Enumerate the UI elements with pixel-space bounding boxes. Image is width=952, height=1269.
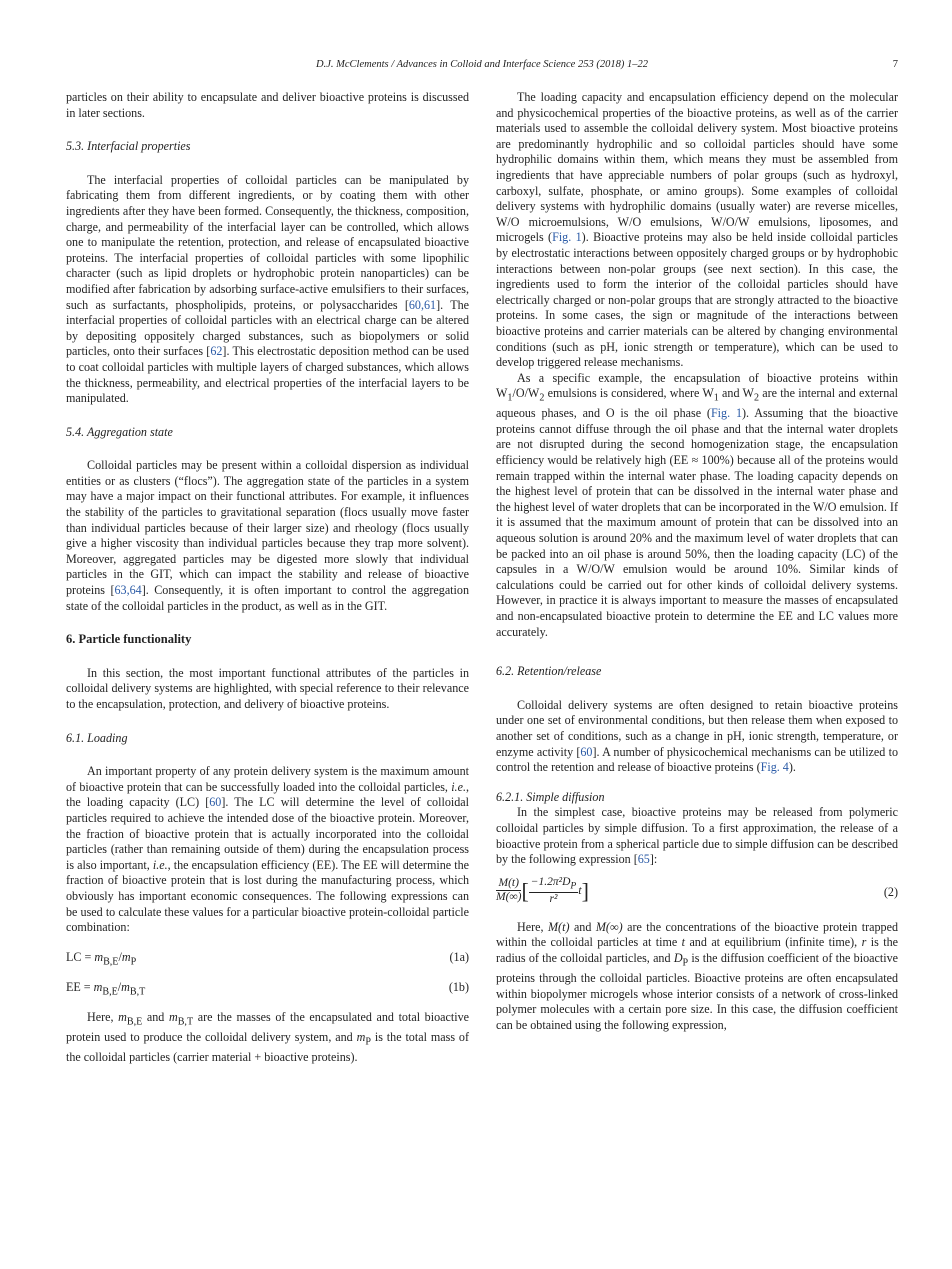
heading-5-3: 5.3. Interfacial properties	[66, 139, 191, 154]
heading-6-2: 6.2. Retention/release	[496, 664, 602, 679]
running-title: D.J. McClements / Advances in Colloid and Interface Science 253 (2018) 1–22	[316, 59, 648, 70]
fraction: $\frac{M(t)}{M(\infty)}$	[496, 877, 522, 904]
equation-number: (2)	[883, 884, 898, 899]
heading-6-1: 6.1. Loading	[66, 730, 128, 745]
paragraph-interfacial: The interfacial properties of colloidal particles can be manipulated by fabricating them from different ingredients, or by coating them with other ingredients after they have been formed. Consequently, the thickness, composition, charge, and permeability of the interfacial layer can be controlled, which allows one to manipulate the retention, protection, and release of encapsulated bioactive proteins. The interfacial properties of colloidal particles with some lipophilic character (such as lipid droplets or hydrophobic protein nanoparticles) can be modified after fabrication by adsorbing surface-active emulsifiers to their surfaces, such as surfactants, phospholipids, proteins, or polysaccharides [60,61]. The interfacial properties of colloidal particles with an electrical charge can be altered by depositing oppositely charged substances, such as biopolymers or solid particles, onto their surfaces [62]. This electrostatic deposition method can be used to coat colloidal particles with multiple layers of charged substances, which allows the thickness, permeability, and electrical properties of the interfacial layers to be manipulated.	[66, 172, 469, 406]
equation-1a: LC = $m_{B,E}/m_P$ (1a)	[66, 949, 469, 968]
citation-link[interactable]: 60	[580, 744, 593, 759]
figure-link[interactable]: Fig. 4	[760, 760, 789, 775]
running-head	[66, 59, 898, 73]
paragraph-diffusion: In the simplest case, bioactive proteins may be released from polymeric colloidal particles by simple diffusion. To a first approximation, the release of a bioactive protein from a spherical particle due to simple diffusion can be described by the following expression [65]:	[496, 805, 898, 867]
equation-number: (1b)	[448, 979, 469, 994]
equation-2: $\frac{M(t)}{M(\infty)}$ [ $\frac{-1.2\pi^2D_P}{\text{r²}}$ t] (2)	[496, 875, 898, 906]
paragraph-loading: An important property of any protein delivery system is the maximum amount of bioactive protein that can be successfully loaded into the colloidal particles, i.e., the loading capacity (LC) [60]. The LC will determine the level of colloidal particles required to achieve the intended dose of the bioactive protein. Moreover, the fraction of bioactive protein that is actually incorporated into the colloidal particles (rather than remaining outside of them) during the encapsulation process is also important, i.e., the encapsulation efficiency (EE). The EE will determine the fraction of bioactive protein that is lost during the manufacturing process, which obviously has important economic consequences. The following expressions can be used to calculate these values for a particular bioactive protein-colloidal particle combination:	[66, 764, 470, 935]
paragraph-example: As a specific example, the encapsulation of bioactive proteins within $W_1/O/W_2$ emulsions is considered, where $W_1$ and $W_2$ are the internal and external aqueous phases, and O is the oil phase (Fig. 1). Assuming that the bioactive proteins cannot diffuse through the oil phase and that the internal water droplets are not disrupted during the second homogenization stage, the encapsulation efficiency would be relatively high (EE ≈ 100%) because all of the proteins would remain trapped within the internal water phase. The loading capacity depends on the highest level of protein that can be dissolved in the internal water phase and the highest level of water droplets that can be incorporated in the W/O emulsion. If it is assumed that the maximum amount of protein that can be dissolved into an aqueous solution is around 20% and the maximum level of water droplets that can be packed into an oil phase is around 50%, then the loading capacity (LC) of the capsules in a W/O/W emulsion would be around 10%. Similar kinds of calculations could be carried out for other kinds of colloidal delivery systems. However, in practice it is always important to measure the masses of encapsulated and non-encapsulated bioactive protein to determine the EE and LC values more accurately.	[496, 370, 899, 639]
heading-5-4: 5.4. Aggregation state	[66, 424, 173, 439]
paragraph-here: Here, $m_{B,E}$ and $m_{B,T}$ are the masses of the encapsulated and total bioactive protein used to produce the colloidal delivery system, and $m_P$ is the total mass of the colloidal particles (carrier material + bioactive proteins).	[66, 1009, 469, 1064]
heading-6-2-1: 6.2.1. Simple diffusion	[496, 789, 605, 804]
citation-link[interactable]: 60	[209, 795, 222, 810]
equation-number: (1a)	[449, 949, 469, 964]
left-column	[66, 90, 469, 1065]
equation-1b: EE = $m_{B,E}/m_{B,T}$ (1b)	[66, 979, 469, 998]
citation-link[interactable]: 65	[637, 852, 650, 867]
paragraph-functionality: In this section, the most important functional attributes of the particles in colloidal delivery systems are highlighted, with special reference to their relevance to the encapsulation, protection, and delivery of bioactive proteins.	[66, 665, 469, 711]
citation-link[interactable]: 63,64	[114, 583, 142, 598]
right-column	[496, 90, 898, 1033]
citation-link[interactable]: 60,61	[408, 297, 437, 312]
citation-link[interactable]: 62	[210, 344, 223, 359]
figure-link[interactable]: Fig. 1	[552, 230, 582, 245]
paragraph-continued: particles on their ability to encapsulate and deliver bioactive proteins is discussed in later sections.	[66, 90, 469, 120]
paragraph-aggregation: Colloidal particles may be present within a colloidal dispersion as individual entities or as clusters (“flocs”). The aggregation state of the particles in a system may have a major impact on their functional attributes. For example, it influences the stability of the particles to gravitational separation (flocs usually move faster than individual particles because of their larger size) and rheology (flocs usually give a higher viscosity than individual particles because they trap more solvent). Moreover, aggregated particles may be digested more slowly that individual particles in the GIT, which can impact the stability and release of bioactive proteins [63,64]. Consequently, it is often important to control the aggregation state of the colloidal particles in the product, as well as in the GIT.	[66, 458, 469, 613]
fraction: $\frac{-1.2\pi^2D_P}{\text{r²}}$	[530, 875, 577, 906]
page-number: 7	[892, 59, 898, 70]
figure-link[interactable]: Fig. 1	[710, 406, 742, 421]
heading-6: 6. Particle functionality	[66, 632, 192, 647]
paragraph-capacity: The loading capacity and encapsulation efficiency depend on the molecular and physicochemical properties of the bioactive proteins, as well as of the carrier materials used to assemble the colloidal delivery system. Most bioactive proteins are predominantly hydrophilic and so colloidal particles should have some hydrophilic domains within them, which means they must be assembled from ingredients that have appreciable numbers of polar groups (such as hydroxyl, carboxyl, sulfate, phosphate, or amino groups). Some examples of colloidal delivery systems with hydrophilic domains (usually water) are reverse micelles, W/O microemulsions, W/O emulsions, W/O/W emulsions, liposomes, and microgels (Fig. 1). Bioactive proteins may also be held inside colloidal particles by electrostatic interactions between oppositely charged groups or by hydrophobic interactions between non-polar groups (see next section). In this case, the ingredients used to form the interior of the colloidal particles should have electrically charged or non-polar groups that are strongly attracted to the bioactive proteins. In some cases, the sign or magnitude of the interactions between bioactive proteins and carrier materials can be altered by changing environmental conditions (such as pH, ionic strength or temperature), which can be used to develop triggered release mechanisms.	[496, 90, 899, 370]
paragraph-here-2: Here, M(t) and M(∞) are the concentrations of the bioactive protein trapped within the colloidal particles at time t and at equilibrium (infinite time), r is the radius of the colloidal particles, and $D_P$ is the diffusion coefficient of the bioactive proteins through the colloidal particles. Bioactive proteins are often encapsulated within biopolymer microgels whose interior consists of a network of cross-linked polymer molecules with a certain pore size. In this case, the diffusion coefficient can be obtained using the following expression,	[496, 919, 899, 1032]
paragraph-retention: Colloidal delivery systems are often designed to retain bioactive proteins under one set of environmental conditions, but then release them when exposed to another set of conditions, such as a change in pH, ionic strength, temperature, or enzyme activity [60]. A number of physicochemical mechanisms can be utilized to control the retention and release of bioactive proteins (Fig. 4).	[496, 697, 898, 775]
